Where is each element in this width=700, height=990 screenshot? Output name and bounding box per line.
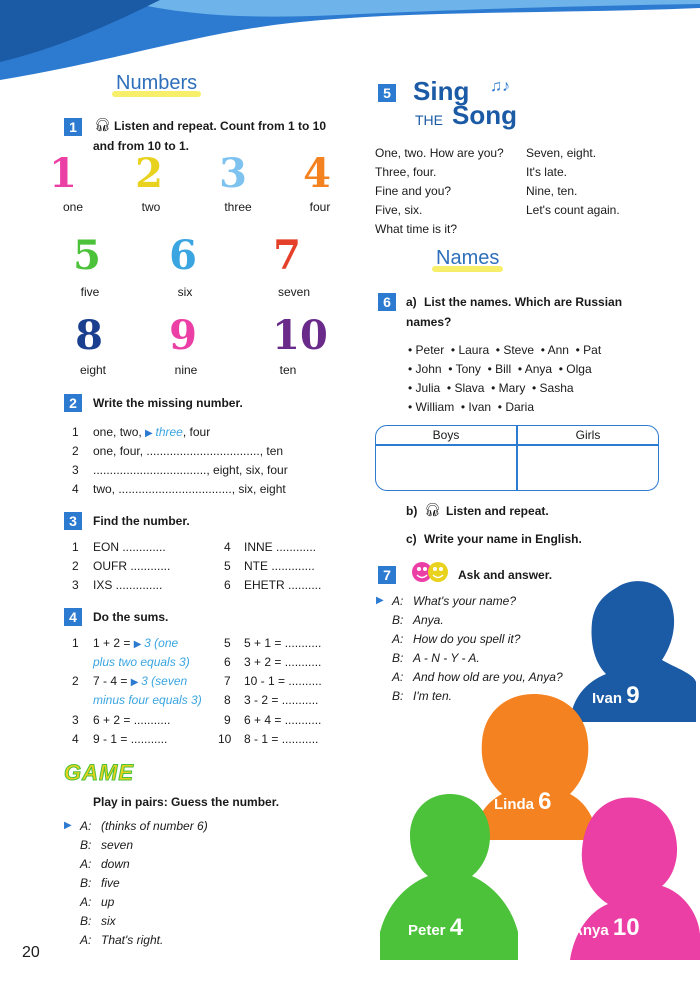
ex2-title: Write the missing number. bbox=[93, 396, 243, 410]
ex3-word-1[interactable]: EON ............. bbox=[93, 540, 166, 554]
ex3-word-2[interactable]: OUFR ............ bbox=[93, 559, 171, 573]
word-six: six bbox=[177, 285, 193, 299]
song-col1-line4: Five, six. bbox=[375, 203, 423, 217]
peter-name: Peter bbox=[408, 922, 446, 939]
ex2-item-1-start: one, two, bbox=[93, 425, 146, 439]
name-daria: Daria bbox=[505, 400, 534, 414]
ex7-speaker-6: B: bbox=[392, 689, 404, 703]
ex2-item-1-num: 1 bbox=[72, 425, 79, 439]
game-line-2: seven bbox=[101, 838, 134, 852]
headphones-icon: 🎧︎ bbox=[94, 117, 111, 132]
ex2-item-4-num: 4 bbox=[72, 482, 79, 496]
ex3-word-3[interactable]: IXS .............. bbox=[93, 578, 163, 592]
game-line-6: six bbox=[101, 914, 116, 928]
ex2-item-1 bbox=[93, 425, 210, 441]
game-line-1: (thinks of number 6) bbox=[101, 819, 208, 833]
names-title: Names bbox=[436, 247, 500, 269]
ex4-sum-1-answer: 3 (one bbox=[144, 636, 179, 650]
ex7-speaker-1: A: bbox=[392, 594, 404, 608]
song-col1-line3: Fine and you? bbox=[375, 184, 452, 198]
exercise-7-badge: 7 bbox=[378, 566, 396, 584]
ex6c-text: Write your name in English. bbox=[424, 532, 582, 546]
ex7-speaker-5: A: bbox=[392, 670, 404, 684]
word-five: five bbox=[80, 285, 100, 299]
digit-2: 2 bbox=[135, 150, 163, 197]
game-speaker-7: A: bbox=[80, 933, 92, 947]
digit-5: 5 bbox=[73, 232, 101, 279]
ex4-sum-1 bbox=[93, 636, 178, 652]
arrow-icon: ▶ bbox=[64, 820, 72, 831]
names-row-2: • John • Tony • Bill • Anya • Olga bbox=[408, 362, 592, 376]
ex2-item-2-num: 2 bbox=[72, 444, 79, 458]
exercise-3-badge: 3 bbox=[64, 512, 82, 530]
name-ivan: Ivan bbox=[468, 400, 492, 414]
page-number: 20 bbox=[22, 944, 40, 961]
digit-7: 7 bbox=[273, 232, 301, 279]
ex4-n10: 10 bbox=[218, 732, 232, 746]
game-speaker-5: A: bbox=[80, 895, 92, 909]
ex4-title: Do the sums. bbox=[93, 610, 169, 624]
game-speaker-6: B: bbox=[80, 914, 92, 928]
ex6a-label: a) bbox=[406, 295, 417, 309]
song-col1-line5: What time is it? bbox=[375, 222, 458, 236]
name-sasha: Sasha bbox=[539, 381, 574, 395]
digit-4: 4 bbox=[303, 150, 331, 197]
ex3-n2: 2 bbox=[72, 559, 79, 573]
digit-10: 10 bbox=[272, 312, 328, 359]
ex4-sum-2-answer: 3 (seven bbox=[141, 674, 188, 688]
digit-1: 1 bbox=[49, 150, 77, 197]
game-line-7: That's right. bbox=[101, 933, 164, 947]
song-col2-line4: Let's count again. bbox=[526, 203, 620, 217]
ex4-sum-7[interactable]: 10 - 1 = .......... bbox=[244, 674, 322, 688]
anya-age: 10 bbox=[612, 914, 640, 941]
music-notes-icon: ♫♪ bbox=[490, 78, 510, 95]
anya-name: Anya bbox=[572, 922, 609, 939]
arrow-icon: ▶ bbox=[376, 595, 384, 606]
ex3-n1: 1 bbox=[72, 540, 79, 554]
ex2-item-1-answer: three bbox=[155, 425, 183, 439]
game-speaker-3: A: bbox=[80, 857, 92, 871]
word-ten: ten bbox=[279, 363, 297, 377]
exercise-6-badge: 6 bbox=[378, 293, 396, 311]
name-steve: Steve bbox=[503, 343, 535, 357]
ex2-item-3-num: 3 bbox=[72, 463, 79, 477]
exercise-1-badge: 1 bbox=[64, 118, 82, 136]
game-speaker-4: B: bbox=[80, 876, 92, 890]
name-julia: Julia bbox=[415, 381, 441, 395]
name-ann: Ann bbox=[547, 343, 569, 357]
word-one: one bbox=[62, 200, 84, 214]
peter-label bbox=[408, 914, 463, 942]
song-col2-line1: Seven, eight. bbox=[526, 146, 597, 160]
ex7-speaker-2: B: bbox=[392, 613, 404, 627]
boys-girls-table bbox=[375, 425, 659, 491]
game-instruction: Play in pairs: Guess the number. bbox=[93, 795, 280, 809]
ex4-n6: 6 bbox=[224, 655, 231, 669]
ex4-sum-8[interactable]: 3 - 2 = ........... bbox=[244, 693, 319, 707]
song-title: Song bbox=[452, 100, 517, 130]
name-william: William bbox=[415, 400, 455, 414]
ex4-sum-3[interactable]: 6 + 2 = ........... bbox=[93, 713, 171, 727]
ex7-title: Ask and answer. bbox=[458, 568, 553, 582]
header-wave bbox=[0, 0, 700, 80]
arrow-icon: ▶ bbox=[133, 639, 145, 650]
ex2-item-1-end: , four bbox=[182, 425, 211, 439]
peter-age: 4 bbox=[449, 914, 464, 941]
ex3-n4: 4 bbox=[224, 540, 231, 554]
exercise-5-badge: 5 bbox=[378, 84, 396, 102]
ex4-n3: 3 bbox=[72, 713, 79, 727]
table-header-boys: Boys bbox=[432, 428, 460, 442]
ex7-speaker-3: A: bbox=[392, 632, 404, 646]
word-seven: seven bbox=[277, 285, 311, 299]
linda-name: Linda bbox=[494, 796, 534, 813]
ex4-n2: 2 bbox=[72, 674, 79, 688]
ex6a-text1: List the names. Which are Russian bbox=[424, 295, 623, 309]
ex2-item-4[interactable]: two, .................................., six, eight bbox=[93, 482, 286, 496]
headphones-icon: 🎧︎ bbox=[424, 502, 441, 517]
ex4-sum-2-explain: minus four equals 3) bbox=[93, 693, 202, 707]
anya-label bbox=[572, 914, 640, 942]
ex4-n9: 9 bbox=[224, 713, 231, 727]
word-four: four bbox=[309, 200, 331, 214]
ex4-n7: 7 bbox=[224, 674, 231, 688]
ex4-sum-2-expr: 7 - 4 = bbox=[93, 674, 131, 688]
exercise-4-badge: 4 bbox=[64, 608, 82, 626]
ex4-sum-10[interactable]: 8 - 1 = ........... bbox=[244, 732, 319, 746]
game-line-3: down bbox=[101, 857, 130, 871]
song-col2-line3: Nine, ten. bbox=[526, 184, 578, 198]
song-col1-line2: Three, four. bbox=[375, 165, 437, 179]
name-mary: Mary bbox=[498, 381, 526, 395]
digit-6: 6 bbox=[169, 232, 197, 279]
ex7-line-5: And how old are you, Anya? bbox=[413, 670, 563, 684]
ivan-name: Ivan bbox=[592, 690, 623, 707]
boys-column-cell[interactable] bbox=[378, 447, 514, 487]
ex7-line-6: I'm ten. bbox=[413, 689, 452, 703]
ex4-sum-4[interactable]: 9 - 1 = ........... bbox=[93, 732, 168, 746]
ivan-age: 9 bbox=[626, 682, 640, 709]
ex4-n5: 5 bbox=[224, 636, 231, 650]
ex4-sum-1-expr: 1 + 2 = bbox=[93, 636, 134, 650]
name-olga: Olga bbox=[566, 362, 592, 376]
ex4-sum-1-explain: plus two equals 3) bbox=[93, 655, 190, 669]
name-laura: Laura bbox=[458, 343, 490, 357]
name-john: John bbox=[415, 362, 442, 376]
game-speaker-2: B: bbox=[80, 838, 92, 852]
names-row-3: • Julia • Slava • Mary • Sasha bbox=[408, 381, 574, 395]
game-speaker-1: A: bbox=[80, 819, 92, 833]
ex7-line-3: How do you spell it? bbox=[413, 632, 521, 646]
arrow-icon: ▶ bbox=[145, 428, 156, 439]
ex6b-text: Listen and repeat. bbox=[446, 504, 549, 518]
girls-column-cell[interactable] bbox=[520, 447, 656, 487]
word-eight: eight bbox=[79, 363, 107, 377]
ex4-sum-2 bbox=[93, 674, 187, 690]
ex3-n5: 5 bbox=[224, 559, 231, 573]
digit-8: 8 bbox=[75, 312, 103, 359]
ex3-word-6[interactable]: EHETR .......... bbox=[244, 578, 322, 592]
the-label: THE bbox=[415, 112, 443, 128]
song-col1-line1: One, two. How are you? bbox=[375, 146, 504, 160]
name-anya: Anya bbox=[524, 362, 553, 376]
ex6a-text2: names? bbox=[406, 315, 452, 329]
ex4-n8: 8 bbox=[224, 693, 231, 707]
sing-title: Sing bbox=[413, 76, 470, 106]
digit-3: 3 bbox=[219, 150, 247, 197]
ex1-instruction-b: and from 10 to 1. bbox=[93, 139, 190, 153]
ex6b-label: b) bbox=[406, 504, 418, 518]
ex4-sum-6[interactable]: 3 + 2 = ........... bbox=[244, 655, 322, 669]
names-row-1: • Peter • Laura • Steve • Ann • Pat bbox=[408, 343, 602, 357]
smiley-faces-icon bbox=[410, 560, 450, 589]
numbers-title: Numbers bbox=[116, 72, 198, 94]
digit-9: 9 bbox=[169, 312, 197, 359]
exercise-2-badge: 2 bbox=[64, 394, 82, 412]
ex3-title: Find the number. bbox=[93, 514, 190, 528]
name-bill: Bill bbox=[495, 362, 512, 376]
arrow-icon: ▶ bbox=[130, 677, 142, 688]
ex4-sum-5[interactable]: 5 + 1 = ........... bbox=[244, 636, 322, 650]
ex7-line-2: Anya. bbox=[413, 613, 444, 627]
ex7-line-4: A - N - Y - A. bbox=[413, 651, 480, 665]
game-line-4: five bbox=[101, 876, 120, 890]
ex2-item-3[interactable]: .................................., eight, six, four bbox=[93, 463, 288, 477]
ex2-item-2[interactable]: one, four, .................................., ten bbox=[93, 444, 284, 458]
ex7-speaker-4: B: bbox=[392, 651, 404, 665]
word-three: three bbox=[224, 200, 252, 214]
ex3-n6: 6 bbox=[224, 578, 231, 592]
ex3-n3: 3 bbox=[72, 578, 79, 592]
name-peter: Peter bbox=[415, 343, 445, 357]
name-slava: Slava bbox=[454, 381, 485, 395]
game-logo: GAME bbox=[64, 760, 134, 785]
names-row-4: • William • Ivan • Daria bbox=[408, 400, 534, 414]
ex6c-label: c) bbox=[406, 532, 417, 546]
ex3-word-4[interactable]: INNE ............ bbox=[244, 540, 317, 554]
word-two: two bbox=[141, 200, 161, 214]
word-nine: nine bbox=[174, 363, 198, 377]
ex4-n4: 4 bbox=[72, 732, 79, 746]
linda-age: 6 bbox=[538, 788, 552, 815]
ex1-instruction-a: Listen and repeat. Count from 1 to 10 bbox=[114, 119, 327, 133]
ex4-n1: 1 bbox=[72, 636, 79, 650]
ex7-line-1: What's your name? bbox=[413, 594, 517, 608]
game-line-5: up bbox=[101, 895, 115, 909]
table-header-girls: Girls bbox=[575, 428, 601, 442]
song-col2-line2: It's late. bbox=[526, 165, 567, 179]
ex4-sum-9[interactable]: 6 + 4 = ........... bbox=[244, 713, 322, 727]
name-pat: Pat bbox=[583, 343, 602, 357]
ex3-word-5[interactable]: NTE ............. bbox=[244, 559, 315, 573]
name-tony: Tony bbox=[455, 362, 481, 376]
